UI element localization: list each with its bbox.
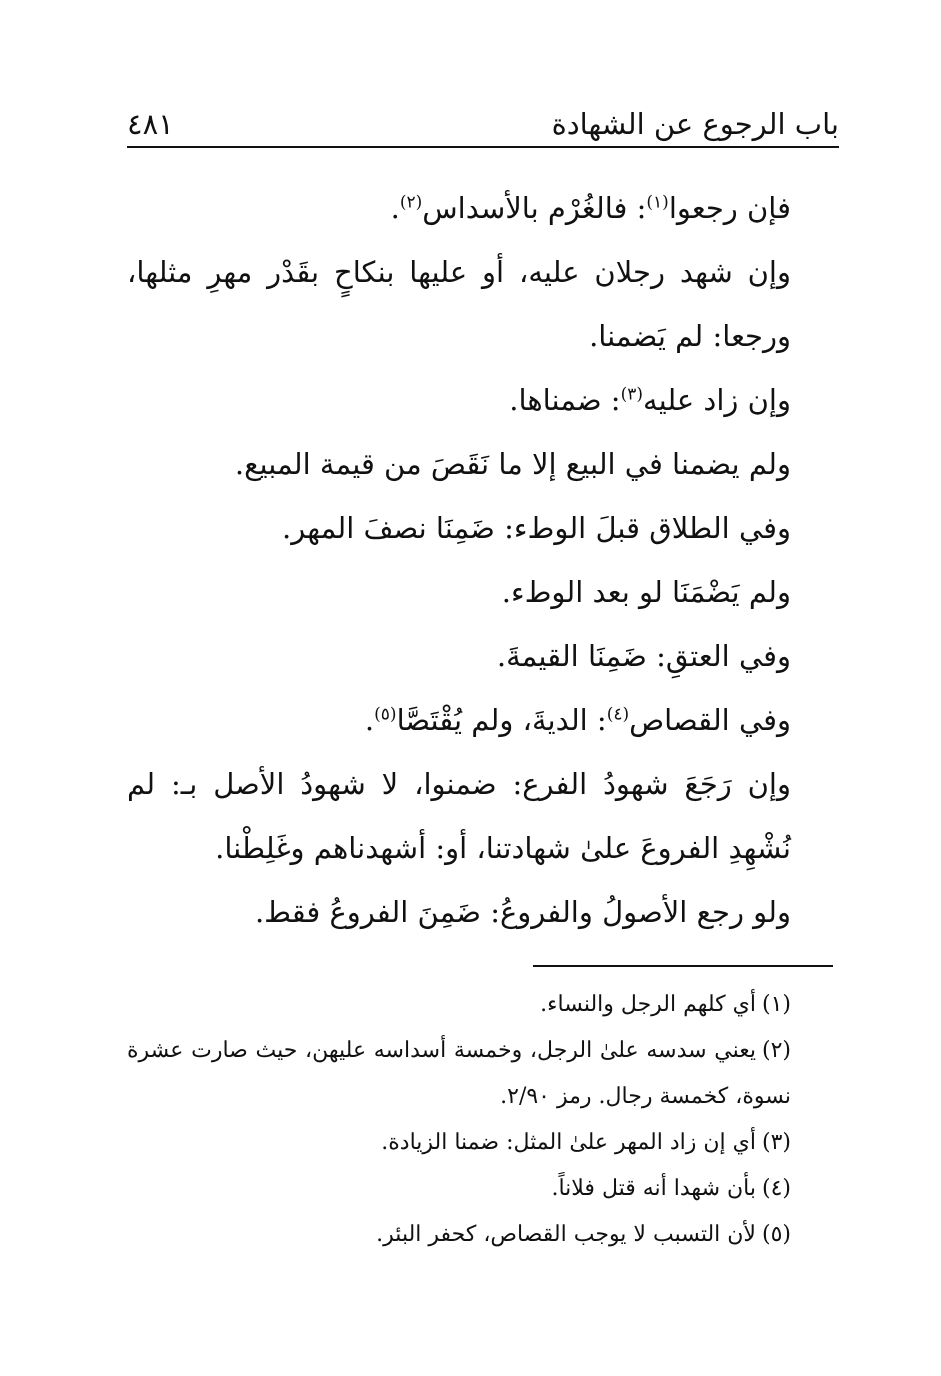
paragraph-10: ولو رجع الأصولُ والفروعُ: ضَمِنَ الفروعُ فقط. <box>254 895 791 929</box>
footnote-text: يعني سدسه علىٰ الرجل، وخمسة أسداسه عليهن، حيث صارت عشرة نسوة، كخمسة رجال. رمز ٢/٩٠. <box>127 1038 791 1109</box>
footnote-1 <box>127 982 839 1028</box>
footnote-text: لأن التسبب لا يوجب القصاص، كحفر البئر. <box>376 1222 756 1247</box>
paragraph-8-text-a: وفي القصاص <box>629 703 791 737</box>
paragraph-6: ولم يَضْمَنَا لو بعد الوطء. <box>501 575 791 609</box>
footnote-5 <box>127 1212 839 1258</box>
footnote-text: بأن شهدا أنه قتل فلاناً. <box>551 1176 756 1201</box>
running-header <box>127 100 839 148</box>
footnote-3 <box>127 1120 839 1166</box>
footnote-ref-1: (١) <box>646 192 669 213</box>
paragraph-1-text-a: فإن رجعوا <box>668 191 791 225</box>
footnote-ref-2: (٢) <box>399 192 423 213</box>
paragraph-8-text-b: : الديةَ، ولم يُقْتَصَّا <box>396 703 607 737</box>
footnote-number: (٢) <box>761 1038 791 1063</box>
footnote-number: (٥) <box>761 1222 791 1247</box>
paragraph-8 <box>127 688 839 752</box>
main-text <box>127 176 839 944</box>
paragraph-7: وفي العتقِ: ضَمِنَا القيمةَ. <box>496 639 791 673</box>
footnote-ref-4: (٤) <box>606 704 630 725</box>
footnote-number: (٣) <box>761 1130 791 1155</box>
paragraph-9: وإن رَجَعَ شهودُ الفرع: ضمنوا، لا شهودُ الأصل بـ: لم نُشْهِدِ الفروعَ علىٰ شهادتنا، أو: أشهدناهم وغَلِطْنا. <box>127 767 791 865</box>
footnote-ref-3: (٣) <box>620 384 644 405</box>
footnotes <box>127 982 839 1258</box>
footnote-text: أي كلهم الرجل والنساء. <box>540 992 756 1017</box>
footnote-number: (٤) <box>761 1176 791 1201</box>
paragraph-1-text-b: : فالغُرْم بالأسداس <box>422 191 647 225</box>
footnote-separator <box>533 965 833 967</box>
paragraph-3-text-a: وإن زاد عليه <box>643 383 791 417</box>
paragraph-5: وفي الطلاق قبلَ الوطء: ضَمِنَا نصفَ المهر. <box>282 511 791 545</box>
chapter-title: باب الرجوع عن الشهادة <box>551 107 839 141</box>
paragraph-1-text-c: . <box>390 191 400 225</box>
paragraph-2: وإن شهد رجلان عليه، أو عليها بنكاحٍ بقَدْر مهرِ مثلها، ورجعا: لم يَضمنا. <box>127 255 791 353</box>
paragraph-3-text-b: : ضمناها. <box>509 383 621 417</box>
footnote-text: أي إن زاد المهر علىٰ المثل: ضمنا الزيادة. <box>381 1130 756 1155</box>
paragraph-4: ولم يضمنا في البيع إلا ما نَقَصَ من قيمة المبيع. <box>234 447 791 481</box>
footnote-ref-5: (٥) <box>374 704 397 725</box>
footnote-4 <box>127 1166 839 1212</box>
footnote-2 <box>127 1028 839 1120</box>
footnote-number: (١) <box>761 992 791 1017</box>
paragraph-3 <box>127 368 839 432</box>
paragraph-8-text-c: . <box>364 703 375 737</box>
page-number: ٤٨١ <box>127 107 174 141</box>
paragraph-1 <box>127 176 839 240</box>
